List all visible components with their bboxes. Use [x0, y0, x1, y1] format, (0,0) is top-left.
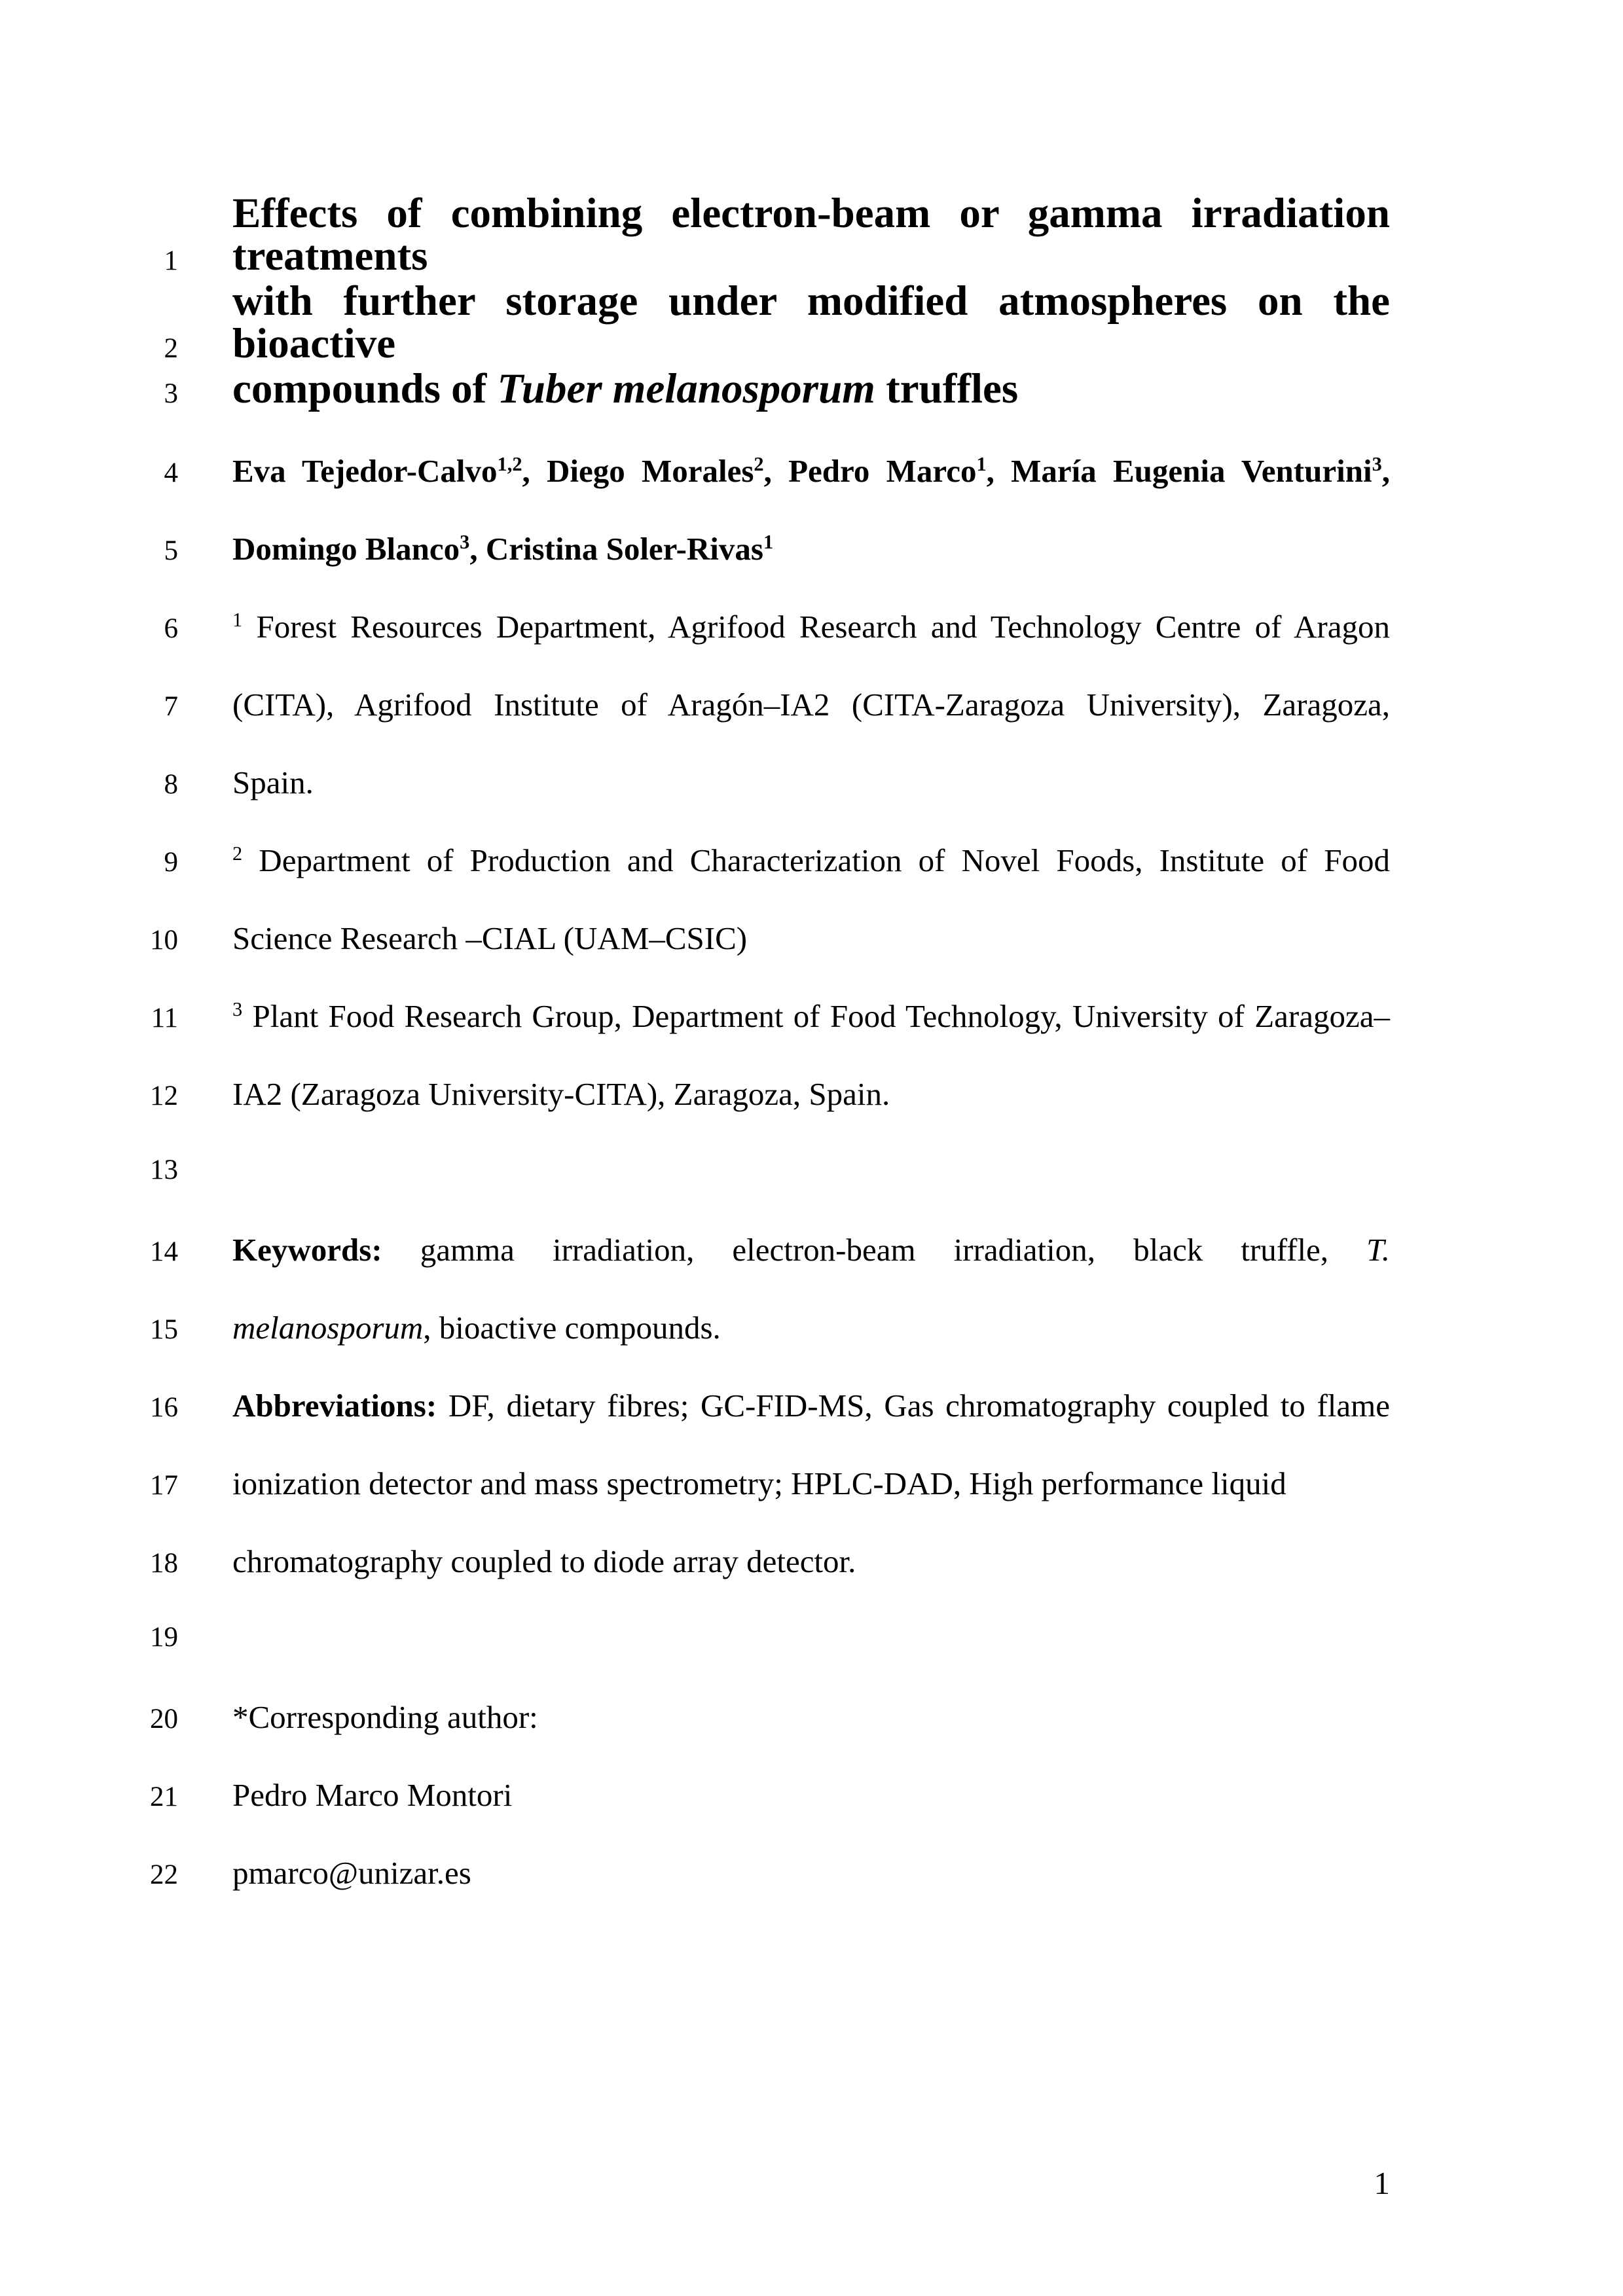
text-segment: Keywords:	[232, 1232, 382, 1268]
manuscript-line	[0, 1312, 1623, 1344]
text-segment: , Cristina Soler-Rivas	[469, 531, 763, 567]
text-segment: Forest Resources Department, Agrifood Research and Technology Centre of Aragon	[242, 609, 1390, 645]
manuscript-line	[0, 1156, 1623, 1184]
line-number: 20	[150, 1704, 178, 1734]
superscript: 1	[763, 531, 774, 554]
line-number: 22	[150, 1859, 178, 1890]
text-segment: DF, dietary fibres; GC-FID-MS, Gas chromatography coupled to flame	[437, 1388, 1390, 1424]
line-number: 4	[164, 457, 178, 488]
manuscript-line	[0, 365, 1623, 412]
line-text	[232, 922, 1390, 954]
text-segment: chromatography coupled to diode array detector.	[232, 1543, 856, 1579]
line-number: 15	[150, 1314, 178, 1345]
line-number: 6	[164, 613, 178, 644]
superscript: 1,2	[497, 453, 522, 476]
line-number: 14	[150, 1236, 178, 1267]
line-text	[232, 844, 1390, 876]
line-number: 5	[164, 535, 178, 566]
line-text	[232, 689, 1390, 721]
line-number: 1	[164, 245, 178, 276]
line-text	[232, 533, 1390, 565]
superscript: 1	[976, 453, 987, 476]
line-text	[232, 1078, 1390, 1110]
line-text	[232, 1545, 1390, 1577]
line-text	[232, 1857, 1390, 1889]
text-segment: ,	[1381, 453, 1390, 489]
line-number: 13	[150, 1155, 178, 1185]
text-segment: T.	[1366, 1232, 1390, 1268]
line-number: 21	[150, 1782, 178, 1812]
text-segment: (CITA), Agrifood Institute of Aragón–IA2 (CITA-Zaragoza University), Zaragoza,	[232, 687, 1390, 723]
line-text	[232, 1234, 1390, 1266]
text-segment: Pedro Marco Montori	[232, 1777, 513, 1813]
text-segment: Spain.	[232, 764, 314, 800]
manuscript-line	[0, 1857, 1623, 1889]
manuscript-line	[0, 192, 1623, 278]
text-segment: , María Eugenia Venturini	[986, 453, 1372, 489]
superscript: 3	[460, 531, 470, 554]
text-segment: IA2 (Zaragoza University-CITA), Zaragoza, Spain.	[232, 1076, 890, 1112]
text-segment: , bioactive compounds.	[423, 1310, 721, 1346]
manuscript-line	[0, 1234, 1623, 1266]
text-segment: Department of Production and Characterization of Novel Foods, Institute of Food	[242, 842, 1390, 878]
superscript: 3	[232, 998, 243, 1021]
line-number: 2	[164, 333, 178, 364]
line-number: 7	[164, 691, 178, 722]
manuscript-line	[0, 1545, 1623, 1577]
manuscript-line	[0, 1623, 1623, 1651]
line-text	[232, 1312, 1390, 1344]
line-text	[232, 766, 1390, 798]
manuscript-line	[0, 1000, 1623, 1032]
manuscript-line	[0, 922, 1623, 954]
manuscript-line	[0, 844, 1623, 876]
line-text	[232, 192, 1390, 278]
manuscript-line	[0, 766, 1623, 798]
text-segment: truffles	[875, 365, 1019, 412]
line-number: 17	[150, 1470, 178, 1501]
text-segment: pmarco@unizar.es	[232, 1855, 471, 1891]
manuscript-line	[0, 455, 1623, 487]
manuscript-line	[0, 280, 1623, 365]
line-number: 12	[150, 1081, 178, 1111]
manuscript-line	[0, 533, 1623, 565]
line-text	[232, 455, 1390, 487]
manuscript-line	[0, 1701, 1623, 1733]
manuscript-line	[0, 689, 1623, 721]
text-segment: Plant Food Research Group, Department of Food Technology, University of Zaragoza–	[242, 998, 1390, 1034]
text-segment: ionization detector and mass spectrometry; HPLC-DAD, High performance liquid	[232, 1465, 1286, 1501]
line-text	[232, 280, 1390, 365]
line-text	[232, 1779, 1390, 1811]
manuscript-line	[0, 1390, 1623, 1422]
superscript: 2	[754, 453, 764, 476]
line-number: 3	[164, 378, 178, 409]
text-segment: Tuber melanosporum	[497, 365, 875, 412]
line-text	[232, 1701, 1390, 1733]
line-text	[232, 365, 1390, 412]
text-segment: Science Research –CIAL (UAM–CSIC)	[232, 920, 748, 956]
line-number: 10	[150, 925, 178, 956]
line-number: 19	[150, 1622, 178, 1653]
manuscript-line	[0, 611, 1623, 643]
text-segment: gamma irradiation, electron-beam irradiation, black truffle,	[382, 1232, 1367, 1268]
text-segment: compounds of	[232, 365, 498, 412]
page-number: 1	[1374, 2165, 1390, 2201]
text-segment: Effects of combining electron-beam or gamma irradiation treatments	[232, 190, 1390, 279]
line-number: 16	[150, 1392, 178, 1423]
line-text	[232, 611, 1390, 643]
line-number: 9	[164, 847, 178, 878]
text-segment: Domingo Blanco	[232, 531, 460, 567]
manuscript-line	[0, 1467, 1623, 1499]
text-segment: Eva Tejedor-Calvo	[232, 453, 498, 489]
manuscript-line	[0, 1078, 1623, 1110]
text-segment: *Corresponding author:	[232, 1699, 538, 1735]
line-number: 11	[151, 1003, 178, 1033]
line-text	[232, 1390, 1390, 1422]
text-segment: , Pedro Marco	[763, 453, 977, 489]
superscript: 2	[232, 842, 243, 865]
text-segment: melanosporum	[232, 1310, 424, 1346]
superscript: 3	[1372, 453, 1382, 476]
manuscript-line	[0, 1779, 1623, 1811]
line-number: 8	[164, 769, 178, 800]
text-segment: Abbreviations:	[232, 1388, 437, 1424]
superscript: 1	[232, 609, 243, 632]
line-text	[232, 1467, 1390, 1499]
line-number: 18	[150, 1548, 178, 1579]
line-text	[232, 1000, 1390, 1032]
text-segment: , Diego Morales	[522, 453, 754, 489]
text-segment: with further storage under modified atmospheres on the bioactive	[232, 278, 1390, 367]
